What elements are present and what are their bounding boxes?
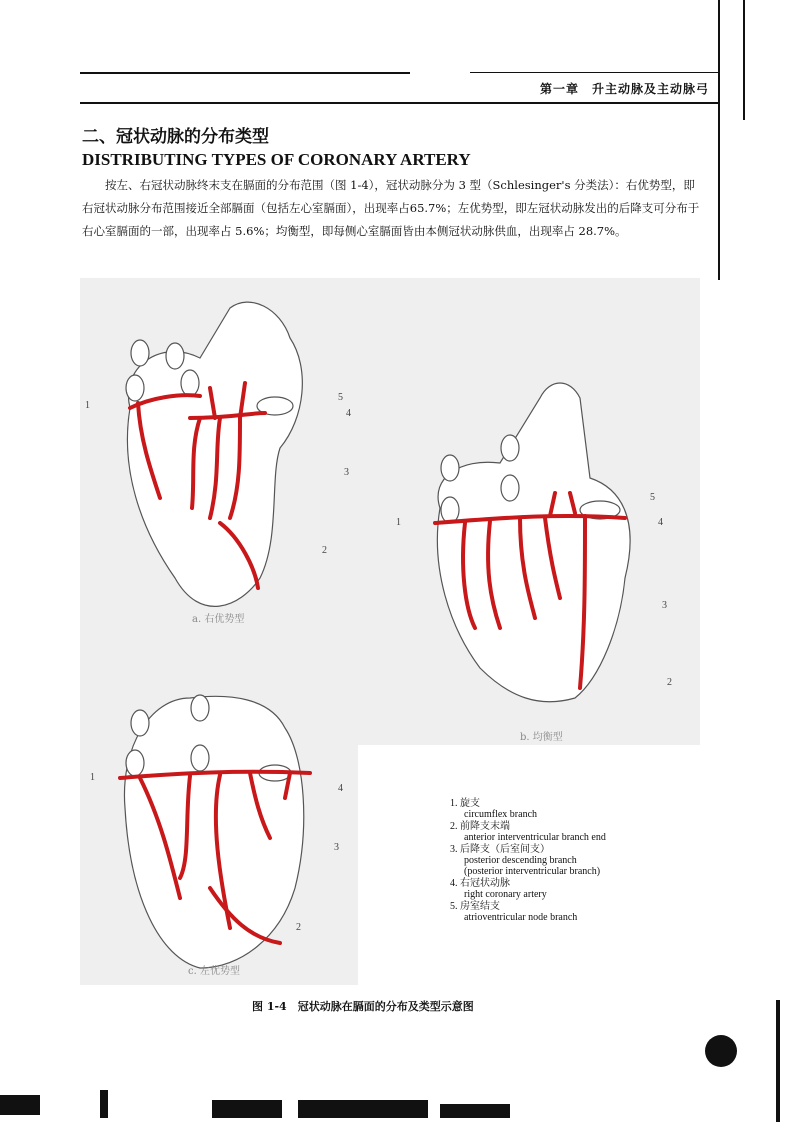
header-rule <box>80 72 410 74</box>
section-title-en: DISTRIBUTING TYPES OF CORONARY ARTERY <box>82 150 471 169</box>
label-b-4: 4 <box>658 517 663 528</box>
label-a-1: 1 <box>85 400 90 411</box>
panel-caption-a: a. 右优势型 <box>192 614 245 625</box>
legend-item: 5. 房室结支 atrioventricular node branch <box>450 900 578 924</box>
label-c-3: 3 <box>334 842 339 853</box>
legend-item: 2. 前降支末端 anterior interventricular branch end <box>450 820 606 844</box>
label-a-2: 2 <box>322 545 327 556</box>
panel-caption-c: c. 左优势型 <box>188 966 240 977</box>
scan-artifact <box>440 1104 510 1118</box>
label-a-3: 3 <box>344 467 349 478</box>
scan-edge <box>776 1000 780 1122</box>
label-b-2: 2 <box>667 677 672 688</box>
label-b-5: 5 <box>650 492 655 503</box>
figure-caption: 图 1-4 冠状动脉在膈面的分布及类型示意图 <box>252 1000 474 1013</box>
coronary-figure <box>80 278 700 985</box>
label-c-1: 1 <box>90 772 95 783</box>
label-c-4: 4 <box>338 783 343 794</box>
label-a-4: 4 <box>346 408 351 419</box>
header-rule <box>80 102 720 104</box>
scan-artifact <box>298 1100 428 1118</box>
scan-artifact <box>0 1095 40 1115</box>
label-a-5: 5 <box>338 392 343 403</box>
panel-caption-b: b. 均衡型 <box>520 732 563 743</box>
running-head: 第一章 升主动脉及主动脉弓 <box>540 82 710 96</box>
margin-rule <box>718 0 720 280</box>
legend-item: 3. 后降支（后室间支） posterior descending branch (posterior interventricular branch) <box>450 843 601 878</box>
header-rule <box>470 72 720 73</box>
label-c-2: 2 <box>296 922 301 933</box>
body-paragraph: 按左、右冠状动脉终末支在膈面的分布范围（图 1-4），冠状动脉分为 3 型（Schlesinger's 分类法）：右优势型，即右冠状动脉分布范围接近全部膈面（包括左心室膈面），出现率占65.7%；左优势型，即左冠状动脉发出的后降支可分布于右心室膈面的一部，出现率占 5.6%；均衡型，即每侧心室膈面皆由本侧冠状动脉供血，出现率占 28.7%。 <box>82 178 700 238</box>
legend-item: 1. 旋支 circumflex branch <box>450 798 538 821</box>
label-b-1: 1 <box>396 517 401 528</box>
scan-artifact <box>100 1090 108 1118</box>
scan-artifact-dot <box>705 1035 737 1067</box>
margin-rule <box>743 0 745 120</box>
section-title-cn: 二、冠状动脉的分布类型 <box>82 127 269 147</box>
label-b-3: 3 <box>662 600 667 611</box>
figure-legend <box>450 798 606 923</box>
legend-item: 4. 右冠状动脉 right coronary artery <box>450 877 547 901</box>
scan-artifact <box>212 1100 282 1118</box>
